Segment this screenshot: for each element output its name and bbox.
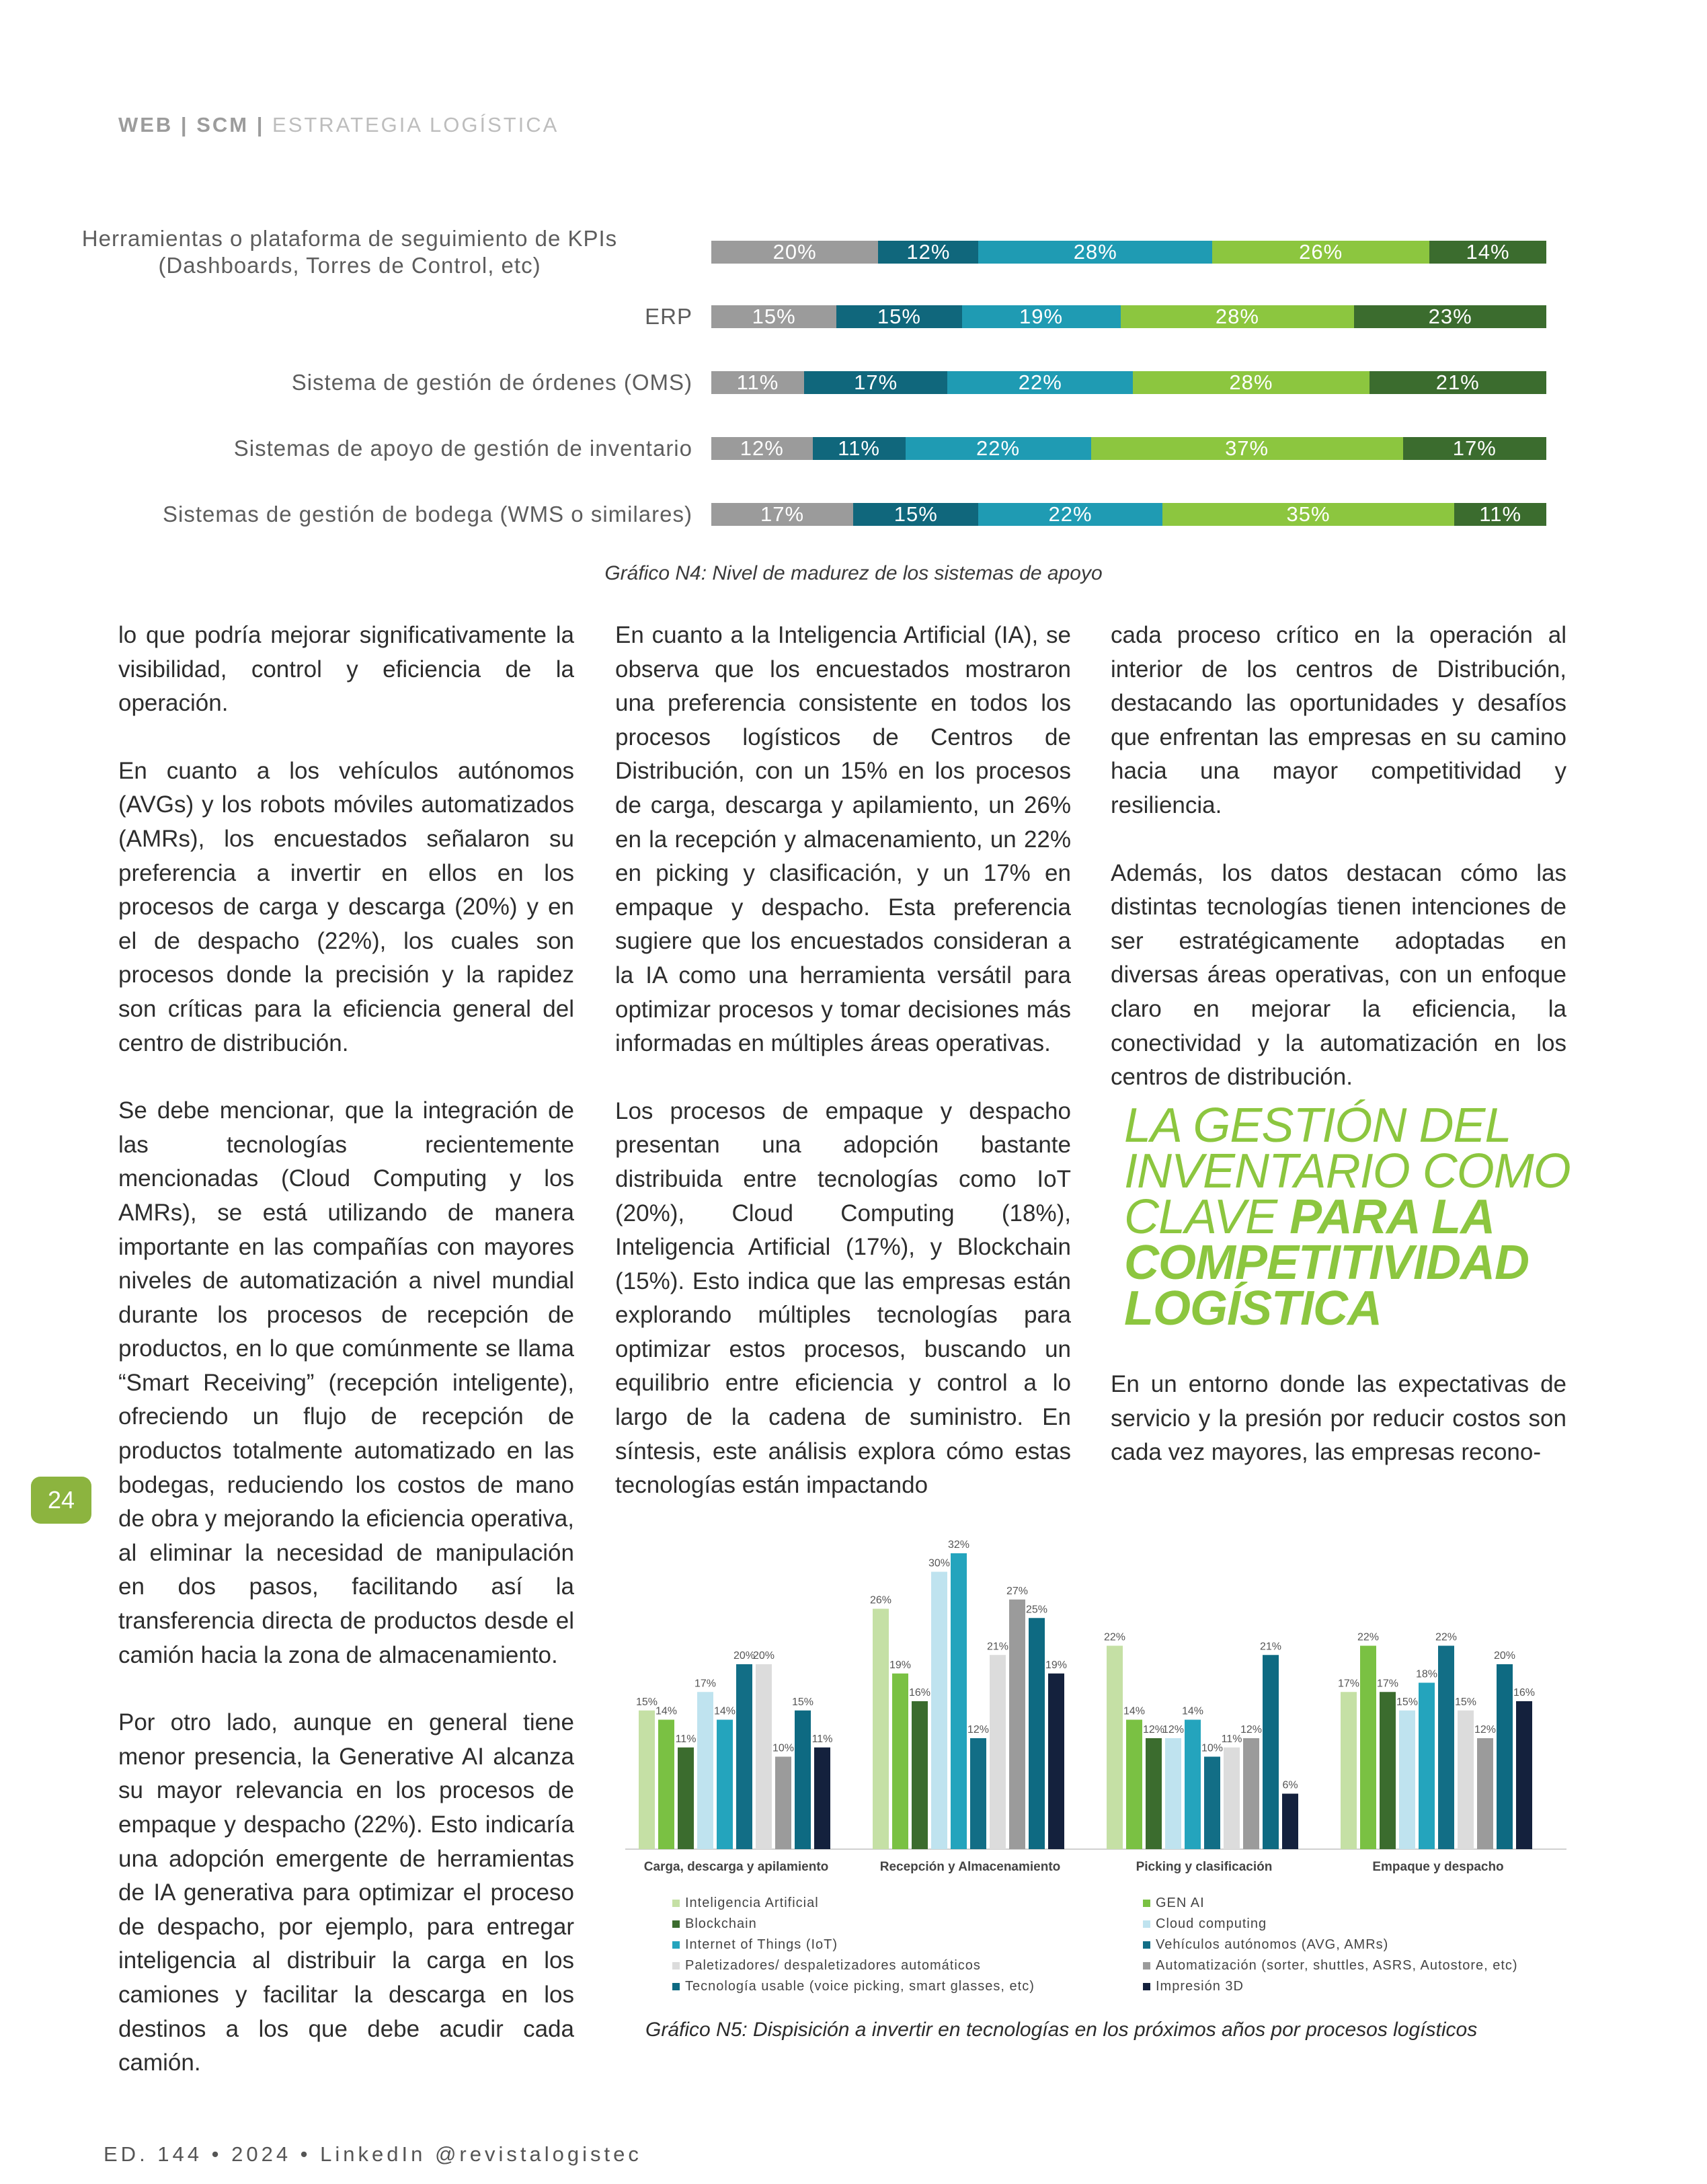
data-label: 11% (1221, 1733, 1242, 1745)
data-label: 21% (986, 1641, 1009, 1653)
data-label: 11% (675, 1733, 697, 1745)
data-label: 20% (1493, 1650, 1516, 1662)
text-column-3-continued (1111, 1368, 1566, 1504)
chart4-segment: 28% (1133, 371, 1369, 394)
chart-bar (814, 1748, 830, 1849)
chart-bar (912, 1701, 928, 1849)
paragraph: Además, los datos destacan cómo las distintas tecnologías tienen intenciones de ser estratégicamente adoptadas en diversas áreas operativas, con un enfoque claro en mejorar la eficiencia, la conectividad y la automatización en los centros de distribución. (1111, 859, 1566, 1091)
legend-label: Automatización (sorter, shuttles, ASRS, Autostore, etc) (1156, 1958, 1518, 1973)
chart4-segment: 15% (853, 503, 978, 526)
data-label: 26% (869, 1594, 892, 1606)
data-label: 16% (1513, 1687, 1536, 1699)
data-label: 22% (1357, 1631, 1380, 1643)
legend-label: Paletizadores/ despaletizadores automáticos (685, 1958, 981, 1973)
chart-bar (1380, 1692, 1396, 1849)
chart-bar (1009, 1600, 1025, 1849)
data-label: 20% (752, 1650, 775, 1662)
chart4-segment: 35% (1162, 503, 1455, 526)
page-number: 24 (31, 1477, 91, 1524)
paragraph: lo que podría mejorar significativamente la visibilidad, control y eficiencia de la operación. (118, 622, 574, 717)
chart4-segment: 12% (878, 241, 978, 264)
chart-bar (873, 1609, 889, 1850)
legend-item (1143, 1935, 1518, 1955)
chart-bar (951, 1553, 967, 1849)
legend-item (672, 1893, 1035, 1914)
chart4-segment: 37% (1091, 437, 1403, 460)
chart-bar (1146, 1738, 1162, 1849)
chart-bar (1282, 1794, 1298, 1850)
data-label: 30% (928, 1557, 951, 1569)
data-label: 12% (1240, 1724, 1263, 1736)
paragraph: En cuanto a la Inteligencia Artificial (IA), se observa que los encuestados mostraron una preferencia consistente en todos los procesos logísticos de Centros de Distribución, con un 15% en los procesos de carga, descarga y apilamiento, un 26% en la recepción y almacenamiento, un 22% en picking y clasificación, y un 17% en empaque y despacho. Esta preferencia sugiere que los encuestados consideran a la IA como una herramienta versátil para optimizar procesos y tomar decisiones más informadas en múltiples áreas operativas. (615, 622, 1071, 1057)
data-label: 14% (655, 1705, 678, 1717)
chart-bar (717, 1720, 733, 1850)
chart4-bar (711, 305, 1546, 328)
chart4-segment: 11% (1454, 503, 1546, 526)
legend-item (672, 1976, 1035, 1997)
chart4-bar (711, 371, 1546, 394)
legend-item (1143, 1914, 1518, 1935)
category-label: Recepción y Almacenamiento (879, 1860, 1061, 1874)
category-label: Empaque y despacho (1372, 1860, 1504, 1874)
legend-label: Tecnología usable (voice picking, smart glasses, etc) (685, 1979, 1035, 1994)
data-label: 14% (1181, 1705, 1204, 1717)
chart4-segment: 12% (711, 437, 813, 460)
chart4-bar (711, 241, 1546, 264)
chart-bar (1126, 1720, 1142, 1850)
legend-item (672, 1955, 1035, 1976)
legend-swatch (672, 1962, 680, 1970)
data-label: 15% (635, 1696, 658, 1708)
chart-bar (1185, 1720, 1201, 1850)
legend-item (1143, 1955, 1518, 1976)
chart4-segment: 19% (962, 305, 1121, 328)
chart5-legend-right (1143, 1893, 1518, 1997)
maturity-chart (81, 226, 1560, 538)
chart-bar (1360, 1646, 1376, 1850)
data-label: 27% (1006, 1585, 1029, 1597)
data-label: 15% (1396, 1696, 1419, 1708)
legend-label: Inteligencia Artificial (685, 1896, 819, 1910)
chart4-segment: 28% (978, 241, 1212, 264)
chart4-row-label: Sistemas de apoyo de gestión de inventario (233, 436, 692, 461)
legend-swatch (1143, 1962, 1150, 1970)
chart4-segment: 17% (711, 503, 853, 526)
chart-bar (1165, 1738, 1181, 1849)
chart-bar (1263, 1655, 1279, 1849)
legend-item (1143, 1976, 1518, 1997)
legend-label: Internet of Things (IoT) (685, 1937, 838, 1952)
chart-bar (1399, 1711, 1415, 1849)
legend-label: Cloud computing (1156, 1916, 1267, 1931)
chart-bar (1341, 1692, 1357, 1849)
legend-swatch (1143, 1920, 1150, 1928)
text-column-1 (118, 619, 574, 2114)
paragraph: Los procesos de empaque y despacho presentan una adopción bastante distribuida entre tecnologías como IoT (20%), Cloud Computing (18%), Inteligencia Artificial (17%), y Blockchain (15%). Esto indica que las empresas están explorando múltiples tecnologías para optimizar estos procesos, buscando un equilibrio entre eficiencia y control a lo largo de la cadena de suministro. En síntesis, este análisis explora cómo estas tecnologías están impactando (615, 1097, 1071, 1499)
legend-item (672, 1935, 1035, 1955)
data-label: 32% (947, 1540, 970, 1551)
chart4-segment: 22% (978, 503, 1162, 526)
chart-bar (1477, 1738, 1493, 1849)
paragraph: En un entorno donde las expectativas de servicio y la presión por reducir costos son cada vez mayores, las empresas recono- (1111, 1371, 1566, 1466)
data-label: 12% (1162, 1724, 1185, 1736)
chart5-legend-left (672, 1893, 1035, 1997)
footer: ED. 144 • 2024 • LinkedIn @revistalogistec (104, 2142, 642, 2166)
chart4-segment: 21% (1369, 371, 1546, 394)
legend-item (1143, 1893, 1518, 1914)
data-label: 12% (1474, 1724, 1497, 1736)
data-label: 17% (694, 1678, 717, 1690)
chart-bar (697, 1692, 713, 1849)
data-label: 10% (1201, 1742, 1224, 1754)
paragraph: Por otro lado, aunque en general tiene menor presencia, la Generative AI alcanza su mayor relevancia en los procesos de empaque y despacho (22%). Esto indicaría una adopción emergente de herramientas de IA generativa para optimizar el proceso de despacho, por ejemplo, para entregar inteligencia al distribuir la carga en los camiones y facilitar la descarga en los destinos a los que debe acudir cada camión. (118, 1709, 574, 2076)
chart-bar (970, 1738, 986, 1849)
chart-bar (1107, 1646, 1123, 1850)
data-label: 17% (1376, 1678, 1399, 1690)
chart4-bar (711, 503, 1546, 526)
chart-bar (1224, 1748, 1240, 1849)
data-label: 15% (791, 1696, 814, 1708)
data-label: 19% (1045, 1659, 1068, 1671)
legend-label: Impresión 3D (1156, 1979, 1244, 1994)
chart4-segment: 14% (1429, 241, 1546, 264)
data-label: 17% (1337, 1678, 1360, 1690)
data-label: 19% (889, 1659, 912, 1671)
chart4-bar (711, 437, 1546, 460)
legend-swatch (1143, 1983, 1150, 1990)
section-header (118, 113, 559, 137)
chart-bar (990, 1655, 1006, 1849)
chart4-segment: 22% (947, 371, 1133, 394)
text-column-3 (1111, 619, 1566, 1128)
data-label: 14% (1123, 1705, 1146, 1717)
chart-bar (775, 1757, 791, 1850)
chart4-segment: 20% (711, 241, 878, 264)
chart-bar (1497, 1664, 1513, 1849)
text-column-2 (615, 619, 1071, 1536)
chart-bar (1048, 1674, 1064, 1849)
chart-bar (931, 1572, 947, 1850)
paragraph: Se debe mencionar, que la integración de las tecnologías recientemente mencionadas (Cloud Computing y los AMRs), se está utilizando de manera importante en las compañías con mayores niveles de automatización a nivel mundial durante los procesos de recepción de productos, en lo que comúnmente se llama “Smart Receiving” (recepción inteligente), ofreciendo un flujo de recepción de productos totalmente automatizado en las bodegas, reduciendo los costos de mano de obra y mejorando la eficiencia operativa, al eliminar la necesidad de manipulación en dos pasos, facilitando así la transferencia directa de productos desde el camión hacia la zona de almacenamiento. (118, 1097, 574, 1668)
headline-bold: PARA LA COMPETITIVIDAD LOGÍSTICA (1124, 1190, 1530, 1335)
chart-bar (736, 1664, 752, 1849)
legend-swatch (672, 1920, 680, 1928)
chart4-segment: 11% (813, 437, 906, 460)
paragraph: En cuanto a los vehículos autónomos (AVGs) y los robots móviles automatizados (AMRs), los encuestados señalaron su preferencia a invertir en ellos en los procesos de carga y descarga (20%) y en el de despacho (22%), los cuales son procesos donde la precisión y la rapidez son críticas para la eficiencia general del centro de distribución. (118, 757, 574, 1056)
chart-bar (892, 1674, 908, 1849)
chart-bar (1243, 1738, 1259, 1849)
chart-bar (1458, 1711, 1474, 1849)
data-label: 11% (811, 1733, 833, 1745)
chart-bar (658, 1720, 674, 1850)
chart4-segment: 28% (1121, 305, 1355, 328)
chart-bar (795, 1711, 811, 1849)
data-label: 22% (1435, 1631, 1458, 1643)
chart4-segment: 17% (804, 371, 947, 394)
legend-swatch (1143, 1941, 1150, 1949)
chart4-row-label: ERP (645, 304, 692, 329)
data-label: 20% (733, 1650, 756, 1662)
chart4-segment: 15% (711, 305, 836, 328)
header-subsection: ESTRATEGIA LOGÍSTICA (264, 113, 559, 136)
category-label: Carga, descarga y apilamiento (643, 1860, 829, 1874)
chart-bar (756, 1664, 772, 1849)
chart4-row-label: Herramientas o plataforma de seguimiento de KPIs (Dashboards, Torres de Control, etc) (81, 226, 618, 278)
legend-label: Vehículos autónomos (AVG, AMRs) (1156, 1937, 1389, 1952)
data-label: 12% (1142, 1724, 1165, 1736)
chart4-segment: 23% (1354, 305, 1546, 328)
chart-bar (1419, 1683, 1435, 1850)
data-label: 14% (713, 1705, 736, 1717)
legend-swatch (672, 1941, 680, 1949)
data-label: 10% (772, 1742, 795, 1754)
data-label: 15% (1454, 1696, 1477, 1708)
paragraph: cada proceso crítico en la operación al interior de los centros de Distribución, destacando las oportunidades y desafíos que enfrentan las empresas en su camino hacia una mayor competitividad y resiliencia. (1111, 622, 1566, 818)
legend-swatch (1143, 1900, 1150, 1907)
chart5-caption: Gráfico N5: Dispisición a invertir en tecnologías en los próximos años por procesos logísticos (645, 2019, 1478, 2041)
chart-bar (1029, 1618, 1045, 1849)
chart4-segment: 22% (906, 437, 1091, 460)
category-label: Picking y clasificación (1136, 1860, 1273, 1874)
legend-label: GEN AI (1156, 1896, 1205, 1910)
chart4-caption: Gráfico N4: Nivel de madurez de los sistemas de apoyo (604, 562, 1103, 584)
data-label: 6% (1282, 1779, 1298, 1791)
data-label: 25% (1025, 1604, 1048, 1616)
legend-label: Blockchain (685, 1916, 757, 1931)
chart4-row-label: Sistemas de gestión de bodega (WMS o similares) (163, 502, 692, 526)
section-headline (1124, 1099, 1595, 1335)
chart-bar (1204, 1757, 1220, 1850)
chart-bar (639, 1711, 655, 1849)
chart4-segment: 26% (1212, 241, 1429, 264)
header-section: WEB | SCM | (118, 113, 265, 136)
headline-light: LA GESTIÓN DEL INVENTARIO COMO CLAVE (1124, 1099, 1571, 1244)
chart-bar (678, 1748, 694, 1849)
data-label: 18% (1415, 1668, 1438, 1680)
data-label: 16% (908, 1687, 931, 1699)
chart4-segment: 11% (711, 371, 804, 394)
data-label: 12% (967, 1724, 990, 1736)
chart4-row-label: Sistema de gestión de órdenes (OMS) (291, 370, 692, 395)
chart4-segment: 15% (836, 305, 961, 328)
chart4-segment: 17% (1403, 437, 1546, 460)
chart-bar (1438, 1646, 1454, 1850)
chart-bar (1516, 1701, 1532, 1849)
legend-item (672, 1914, 1035, 1935)
data-label: 22% (1103, 1631, 1126, 1643)
legend-swatch (672, 1900, 680, 1907)
legend-swatch (672, 1983, 680, 1990)
data-label: 21% (1259, 1641, 1282, 1653)
